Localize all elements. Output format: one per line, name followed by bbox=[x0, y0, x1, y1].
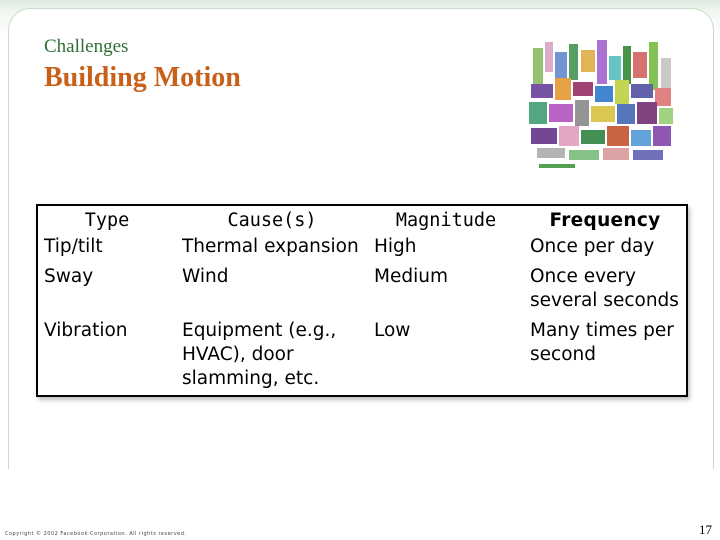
cell-frequency: Once per day bbox=[530, 236, 655, 257]
cell-type: Sway bbox=[44, 266, 94, 287]
cell-frequency: Once every several seconds bbox=[530, 266, 679, 311]
cell-causes: Thermal expansion bbox=[182, 236, 359, 257]
page-number: 17 bbox=[699, 522, 712, 537]
slide-subtitle: Challenges bbox=[44, 36, 129, 57]
cell-magnitude: High bbox=[374, 236, 417, 257]
cell-type: Tip/tilt bbox=[44, 236, 103, 257]
cell-causes: Equipment (e.g., HVAC), door slamming, etc. bbox=[182, 320, 337, 389]
copyright-text: Copyright © 2002 Facebook Corporation. All rights reserved. bbox=[5, 531, 187, 537]
city-buildings-image bbox=[527, 38, 679, 174]
slide-title: Building Motion bbox=[44, 62, 241, 93]
building-motion-table bbox=[36, 204, 688, 397]
header-magnitude: Magnitude bbox=[395, 210, 497, 231]
header-causes: Cause(s) bbox=[227, 210, 317, 231]
table-header-row bbox=[37, 205, 687, 233]
cell-magnitude: Low bbox=[374, 320, 411, 341]
cell-magnitude: Medium bbox=[374, 266, 448, 287]
cell-causes: Wind bbox=[182, 266, 229, 287]
header-frequency: Frequency bbox=[549, 210, 661, 231]
header-type: Type bbox=[84, 210, 130, 231]
cell-type: Vibration bbox=[44, 320, 128, 341]
table-row bbox=[37, 233, 687, 263]
table-row bbox=[37, 317, 687, 396]
table-row bbox=[37, 263, 687, 317]
cell-frequency: Many times per second bbox=[530, 320, 674, 365]
